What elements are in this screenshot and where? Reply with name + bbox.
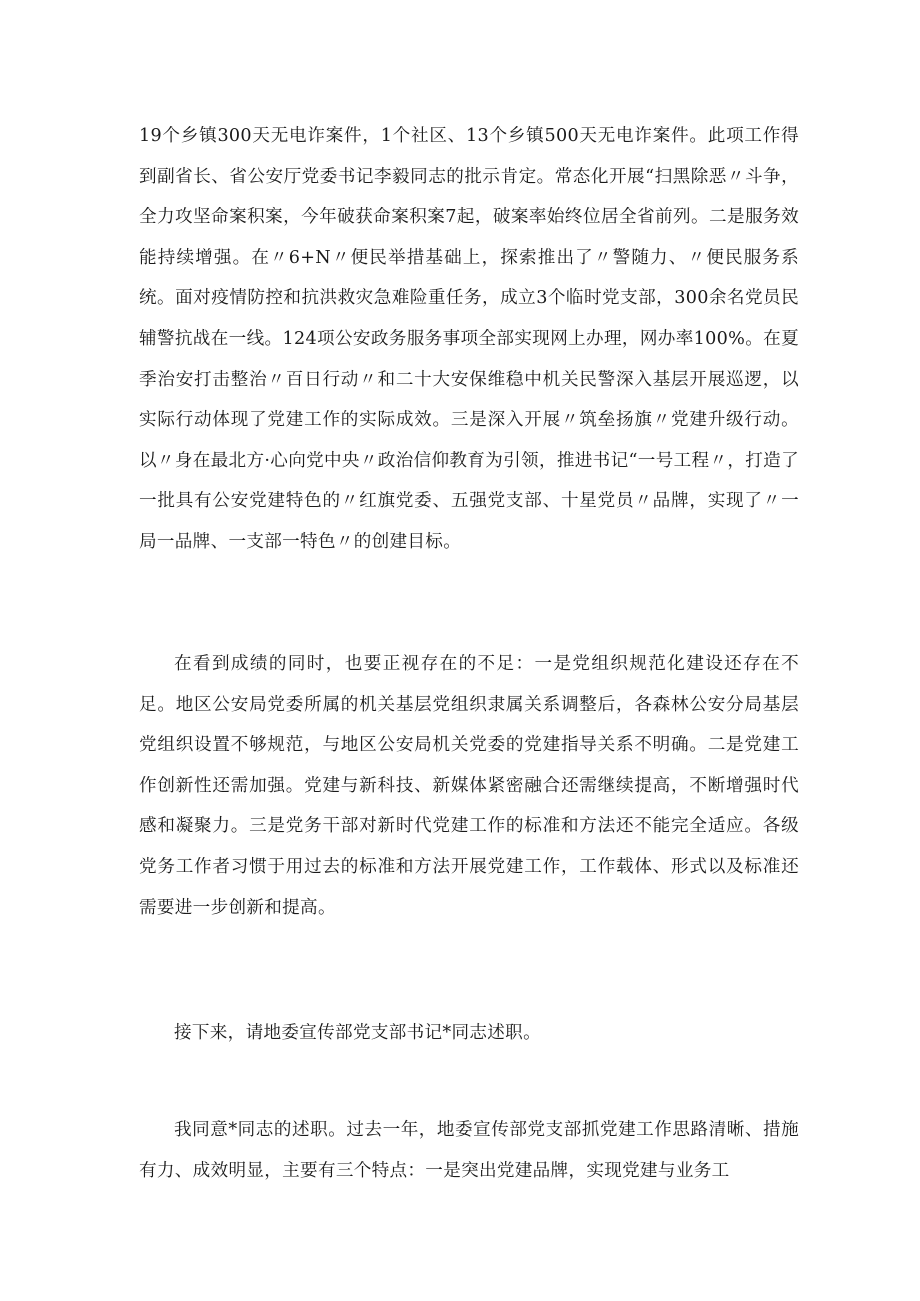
body-paragraph: 我同意*同志的述职。过去一年，地委宣传部党支部抓党建工作思路清晰、措施有力、成效明显，主要有三个特点：一是突出党建品牌，实现党建与业务工 [139, 1120, 799, 1181]
body-paragraph: 接下来，请地委宣传部党支部书记*同志述职。 [174, 1023, 541, 1043]
body-paragraph: 19个乡镇300天无电诈案件，1个社区、13个乡镇500天无电诈案件。此项工作得到副省长、省公安厅党委书记李毅同志的批示肯定。常态化开展“扫黑除恶〃斗争，全力攻坚命案积案，今年破获命案积案7起，破案率始终位居全省前列。二是服务效能持续增强。在〃6+N〃便民举措基础上，探索推出了〃警随力、〃便民服务系统。面对疫情防控和抗洪救灾急难险重任务，成立3个临时党支部，300余名党员民辅警抗战在一线。124项公安政务服务事项全部实现网上办理，网办率100%。在夏季治安打击整治〃百日行动〃和二十大安保维稳中机关民警深入基层开展巡逻，以实际行动体现了党建工作的实际成效。三是深入开展〃筑垒扬旗〃党建升级行动。以〃身在最北方·心向党中央〃政治信仰教育为引领，推进书记“一号工程〃，打造了一批具有公安党建特色的〃红旗党委、五强党支部、十星党员〃品牌，实现了〃一局一品牌、一支部一特色〃的创建目标。 [139, 126, 799, 552]
body-paragraph: 在看到成绩的同时，也要正视存在的不足：一是党组织规范化建设还存在不足。地区公安局党委所属的机关基层党组织隶属关系调整后，各森林公安分局基层党组织设置不够规范，与地区公安局机关党委的党建指导关系不明确。二是党建工作创新性还需加强。党建与新科技、新媒体紧密融合还需继续提高，不断增强时代感和凝聚力。三是党务干部对新时代党建工作的标准和方法还不能完全适应。各级党务工作者习惯于用过去的标准和方法开展党建工作，工作载体、形式以及标准还需要进一步创新和提高。 [139, 654, 799, 918]
